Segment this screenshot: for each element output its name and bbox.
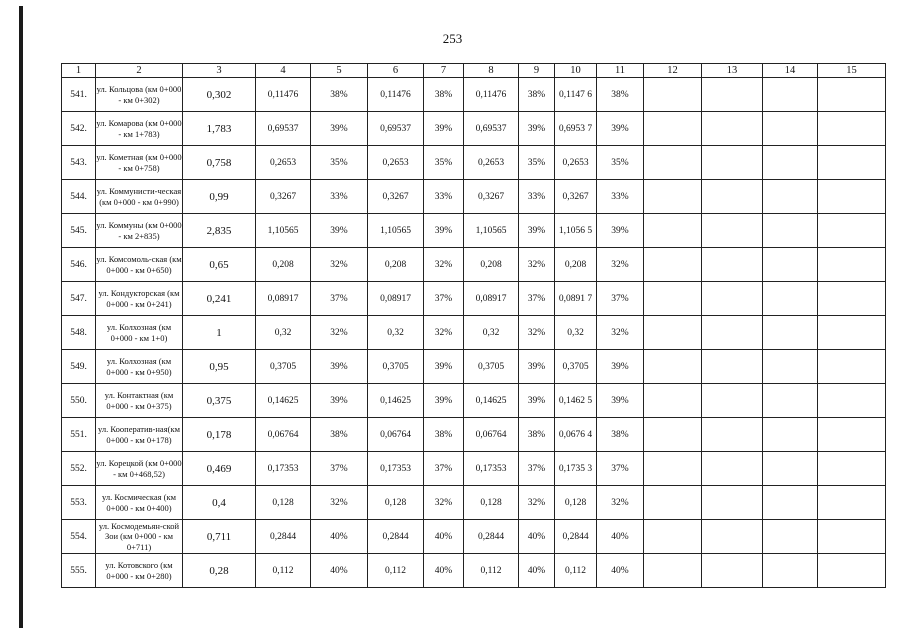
cell-value: 0,2844 (256, 520, 311, 554)
cell-percent: 32% (597, 248, 644, 282)
length-value: 0,711 (183, 520, 256, 554)
cell-value: 0,128 (555, 486, 597, 520)
cell-percent: 38% (519, 78, 555, 112)
cell-percent: 37% (597, 282, 644, 316)
cell-value: 1,10565 (464, 214, 519, 248)
cell-value: 0,128 (368, 486, 424, 520)
empty-cell (763, 248, 818, 282)
cell-value: 0,6953 7 (555, 112, 597, 146)
empty-cell (702, 214, 763, 248)
empty-cell (763, 486, 818, 520)
cell-percent: 38% (597, 78, 644, 112)
cell-percent: 39% (311, 350, 368, 384)
cell-value: 0,06764 (464, 418, 519, 452)
empty-cell (702, 316, 763, 350)
col-header: 12 (644, 64, 702, 78)
empty-cell (818, 112, 886, 146)
cell-percent: 38% (519, 418, 555, 452)
empty-cell (644, 180, 702, 214)
cell-percent: 35% (311, 146, 368, 180)
empty-cell (644, 554, 702, 588)
col-header: 11 (597, 64, 644, 78)
cell-value: 0,3705 (555, 350, 597, 384)
street-name: ул. Кометная (км 0+000 - км 0+758) (96, 146, 183, 180)
cell-value: 0,3267 (256, 180, 311, 214)
cell-value: 0,0891 7 (555, 282, 597, 316)
empty-cell (763, 554, 818, 588)
cell-percent: 32% (597, 486, 644, 520)
cell-percent: 39% (519, 214, 555, 248)
cell-value: 0,128 (256, 486, 311, 520)
cell-value: 0,2844 (464, 520, 519, 554)
empty-cell (702, 418, 763, 452)
cell-percent: 40% (597, 554, 644, 588)
cell-percent: 37% (519, 452, 555, 486)
cell-value: 0,1147 6 (555, 78, 597, 112)
cell-percent: 40% (519, 554, 555, 588)
empty-cell (702, 180, 763, 214)
cell-value: 0,06764 (368, 418, 424, 452)
cell-percent: 32% (519, 248, 555, 282)
cell-percent: 39% (311, 384, 368, 418)
empty-cell (818, 554, 886, 588)
row-number: 555. (62, 554, 96, 588)
empty-cell (818, 418, 886, 452)
col-header: 10 (555, 64, 597, 78)
empty-cell (644, 384, 702, 418)
col-header: 7 (424, 64, 464, 78)
cell-value: 0,32 (256, 316, 311, 350)
empty-cell (644, 146, 702, 180)
cell-value: 0,2844 (555, 520, 597, 554)
length-value: 0,4 (183, 486, 256, 520)
row-number: 553. (62, 486, 96, 520)
cell-percent: 39% (519, 350, 555, 384)
cell-value: 0,112 (555, 554, 597, 588)
empty-cell (702, 78, 763, 112)
cell-value: 0,112 (368, 554, 424, 588)
cell-value: 0,3267 (555, 180, 597, 214)
cell-percent: 32% (424, 316, 464, 350)
length-value: 0,65 (183, 248, 256, 282)
street-name: ул. Космическая (км 0+000 - км 0+400) (96, 486, 183, 520)
col-header: 13 (702, 64, 763, 78)
length-value: 0,99 (183, 180, 256, 214)
cell-percent: 37% (311, 452, 368, 486)
length-value: 2,835 (183, 214, 256, 248)
street-name: ул. Кольцова (км 0+000 - км 0+302) (96, 78, 183, 112)
cell-value: 0,14625 (256, 384, 311, 418)
cell-percent: 33% (424, 180, 464, 214)
cell-value: 0,1735 3 (555, 452, 597, 486)
row-number: 548. (62, 316, 96, 350)
empty-cell (644, 316, 702, 350)
row-number: 552. (62, 452, 96, 486)
cell-value: 0,112 (256, 554, 311, 588)
col-header: 14 (763, 64, 818, 78)
row-number: 544. (62, 180, 96, 214)
empty-cell (818, 214, 886, 248)
empty-cell (644, 418, 702, 452)
cell-value: 0,69537 (368, 112, 424, 146)
cell-percent: 38% (311, 418, 368, 452)
table-row (62, 180, 886, 214)
empty-cell (818, 486, 886, 520)
cell-percent: 39% (519, 112, 555, 146)
cell-percent: 39% (424, 112, 464, 146)
empty-cell (818, 282, 886, 316)
col-header: 5 (311, 64, 368, 78)
empty-cell (702, 282, 763, 316)
cell-value: 0,32 (555, 316, 597, 350)
street-name: ул. Котовского (км 0+000 - км 0+280) (96, 554, 183, 588)
row-number: 542. (62, 112, 96, 146)
cell-value: 1,10565 (368, 214, 424, 248)
cell-value: 0,06764 (256, 418, 311, 452)
page-number: 253 (442, 31, 463, 46)
cell-percent: 38% (424, 418, 464, 452)
cell-percent: 40% (311, 554, 368, 588)
cell-value: 0,11476 (256, 78, 311, 112)
row-number: 541. (62, 78, 96, 112)
cell-value: 0,2653 (464, 146, 519, 180)
cell-percent: 40% (311, 520, 368, 554)
empty-cell (763, 350, 818, 384)
cell-value: 0,3267 (464, 180, 519, 214)
col-header: 3 (183, 64, 256, 78)
cell-value: 0,208 (555, 248, 597, 282)
cell-percent: 35% (519, 146, 555, 180)
street-name: ул. Комарова (км 0+000 - км 1+783) (96, 112, 183, 146)
row-number: 547. (62, 282, 96, 316)
table-row (62, 520, 886, 554)
length-value: 0,469 (183, 452, 256, 486)
table-row (62, 214, 886, 248)
cell-value: 0,3705 (464, 350, 519, 384)
row-number: 546. (62, 248, 96, 282)
cell-percent: 39% (311, 112, 368, 146)
empty-cell (818, 248, 886, 282)
empty-cell (763, 384, 818, 418)
cell-value: 0,11476 (464, 78, 519, 112)
empty-cell (763, 452, 818, 486)
cell-percent: 39% (597, 112, 644, 146)
table-row (62, 486, 886, 520)
street-name: ул. Контактная (км 0+000 - км 0+375) (96, 384, 183, 418)
street-name: ул. Кондукторская (км 0+000 - км 0+241) (96, 282, 183, 316)
cell-percent: 33% (519, 180, 555, 214)
empty-cell (763, 418, 818, 452)
table-row (62, 350, 886, 384)
col-header: 1 (62, 64, 96, 78)
empty-cell (763, 282, 818, 316)
col-header: 9 (519, 64, 555, 78)
cell-percent: 39% (424, 384, 464, 418)
cell-value: 1,10565 (256, 214, 311, 248)
col-header: 8 (464, 64, 519, 78)
empty-cell (763, 78, 818, 112)
street-name: ул. Комсомоль-ская (км 0+000 - км 0+650) (96, 248, 183, 282)
empty-cell (702, 248, 763, 282)
cell-value: 0,69537 (464, 112, 519, 146)
cell-percent: 38% (311, 78, 368, 112)
empty-cell (763, 146, 818, 180)
empty-cell (644, 350, 702, 384)
cell-percent: 40% (597, 520, 644, 554)
cell-value: 0,3705 (256, 350, 311, 384)
cell-value: 0,112 (464, 554, 519, 588)
empty-cell (644, 282, 702, 316)
empty-cell (702, 350, 763, 384)
cell-value: 0,11476 (368, 78, 424, 112)
cell-percent: 32% (519, 316, 555, 350)
cell-percent: 35% (424, 146, 464, 180)
cell-percent: 33% (311, 180, 368, 214)
cell-value: 0,0676 4 (555, 418, 597, 452)
street-name: ул. Колхозная (км 0+000 - км 0+950) (96, 350, 183, 384)
empty-cell (763, 316, 818, 350)
cell-value: 0,08917 (256, 282, 311, 316)
empty-cell (702, 384, 763, 418)
empty-cell (644, 520, 702, 554)
street-name: ул. Кооператив-ная(км 0+000 - км 0+178) (96, 418, 183, 452)
empty-cell (818, 180, 886, 214)
row-number: 545. (62, 214, 96, 248)
cell-value: 0,17353 (256, 452, 311, 486)
empty-cell (818, 452, 886, 486)
cell-percent: 40% (424, 554, 464, 588)
length-value: 1 (183, 316, 256, 350)
empty-cell (644, 214, 702, 248)
street-name: ул. Космодемьян-ской Зои (км 0+000 - км 0+711) (96, 520, 183, 554)
table-row (62, 112, 886, 146)
cell-percent: 39% (311, 214, 368, 248)
cell-value: 0,1462 5 (555, 384, 597, 418)
length-value: 1,783 (183, 112, 256, 146)
row-number: 550. (62, 384, 96, 418)
length-value: 0,28 (183, 554, 256, 588)
left-margin-rule (19, 6, 23, 628)
empty-cell (644, 112, 702, 146)
row-number: 543. (62, 146, 96, 180)
empty-cell (818, 78, 886, 112)
cell-value: 0,17353 (368, 452, 424, 486)
length-value: 0,302 (183, 78, 256, 112)
empty-cell (763, 112, 818, 146)
col-header: 15 (818, 64, 886, 78)
cell-value: 0,208 (256, 248, 311, 282)
empty-cell (763, 520, 818, 554)
table-row (62, 316, 886, 350)
table-row (62, 248, 886, 282)
empty-cell (763, 180, 818, 214)
row-number: 551. (62, 418, 96, 452)
cell-value: 0,2653 (555, 146, 597, 180)
table-row (62, 384, 886, 418)
table-row (62, 418, 886, 452)
cell-percent: 39% (597, 214, 644, 248)
cell-value: 0,3705 (368, 350, 424, 384)
cell-value: 0,2653 (368, 146, 424, 180)
cell-percent: 39% (424, 350, 464, 384)
cell-value: 0,208 (464, 248, 519, 282)
row-number: 549. (62, 350, 96, 384)
header-row (62, 64, 886, 78)
empty-cell (818, 520, 886, 554)
empty-cell (702, 520, 763, 554)
empty-cell (644, 78, 702, 112)
length-value: 0,178 (183, 418, 256, 452)
empty-cell (818, 350, 886, 384)
empty-cell (644, 452, 702, 486)
cell-percent: 37% (519, 282, 555, 316)
table-body (62, 78, 886, 588)
cell-percent: 40% (424, 520, 464, 554)
empty-cell (702, 452, 763, 486)
length-value: 0,758 (183, 146, 256, 180)
cell-value: 0,32 (464, 316, 519, 350)
cell-percent: 38% (597, 418, 644, 452)
cell-value: 0,3267 (368, 180, 424, 214)
empty-cell (818, 384, 886, 418)
cell-value: 0,32 (368, 316, 424, 350)
cell-percent: 32% (597, 316, 644, 350)
cell-value: 0,128 (464, 486, 519, 520)
cell-percent: 32% (311, 486, 368, 520)
cell-percent: 37% (311, 282, 368, 316)
street-name: ул. Колхозная (км 0+000 - км 1+0) (96, 316, 183, 350)
table-row (62, 452, 886, 486)
cell-percent: 37% (597, 452, 644, 486)
cell-percent: 37% (424, 282, 464, 316)
cell-value: 0,08917 (464, 282, 519, 316)
cell-value: 0,208 (368, 248, 424, 282)
empty-cell (702, 112, 763, 146)
cell-value: 1,1056 5 (555, 214, 597, 248)
empty-cell (702, 146, 763, 180)
cell-percent: 32% (311, 248, 368, 282)
col-header: 4 (256, 64, 311, 78)
length-value: 0,95 (183, 350, 256, 384)
street-name: ул. Коммунисти-ческая (км 0+000 - км 0+990) (96, 180, 183, 214)
cell-percent: 32% (424, 248, 464, 282)
table-row (62, 78, 886, 112)
cell-percent: 39% (519, 384, 555, 418)
col-header: 2 (96, 64, 183, 78)
street-name: ул. Корецкой (км 0+000 - км 0+468,52) (96, 452, 183, 486)
empty-cell (818, 146, 886, 180)
table-row (62, 146, 886, 180)
cell-percent: 35% (597, 146, 644, 180)
cell-value: 0,08917 (368, 282, 424, 316)
table-row (62, 282, 886, 316)
empty-cell (702, 486, 763, 520)
cell-percent: 40% (519, 520, 555, 554)
cell-percent: 39% (424, 214, 464, 248)
empty-cell (702, 554, 763, 588)
cell-percent: 32% (424, 486, 464, 520)
empty-cell (818, 316, 886, 350)
cell-percent: 32% (519, 486, 555, 520)
street-name: ул. Коммуны (км 0+000 - км 2+835) (96, 214, 183, 248)
cell-percent: 39% (597, 384, 644, 418)
cell-percent: 39% (597, 350, 644, 384)
cell-value: 0,17353 (464, 452, 519, 486)
col-header: 6 (368, 64, 424, 78)
cell-value: 0,2844 (368, 520, 424, 554)
empty-cell (644, 486, 702, 520)
length-value: 0,241 (183, 282, 256, 316)
cell-value: 0,14625 (368, 384, 424, 418)
length-value: 0,375 (183, 384, 256, 418)
empty-cell (644, 248, 702, 282)
table-row (62, 554, 886, 588)
cell-percent: 38% (424, 78, 464, 112)
empty-cell (763, 214, 818, 248)
cell-percent: 32% (311, 316, 368, 350)
cell-value: 0,2653 (256, 146, 311, 180)
road-table (61, 63, 886, 588)
row-number: 554. (62, 520, 96, 554)
cell-value: 0,69537 (256, 112, 311, 146)
cell-value: 0,14625 (464, 384, 519, 418)
cell-percent: 37% (424, 452, 464, 486)
cell-percent: 33% (597, 180, 644, 214)
